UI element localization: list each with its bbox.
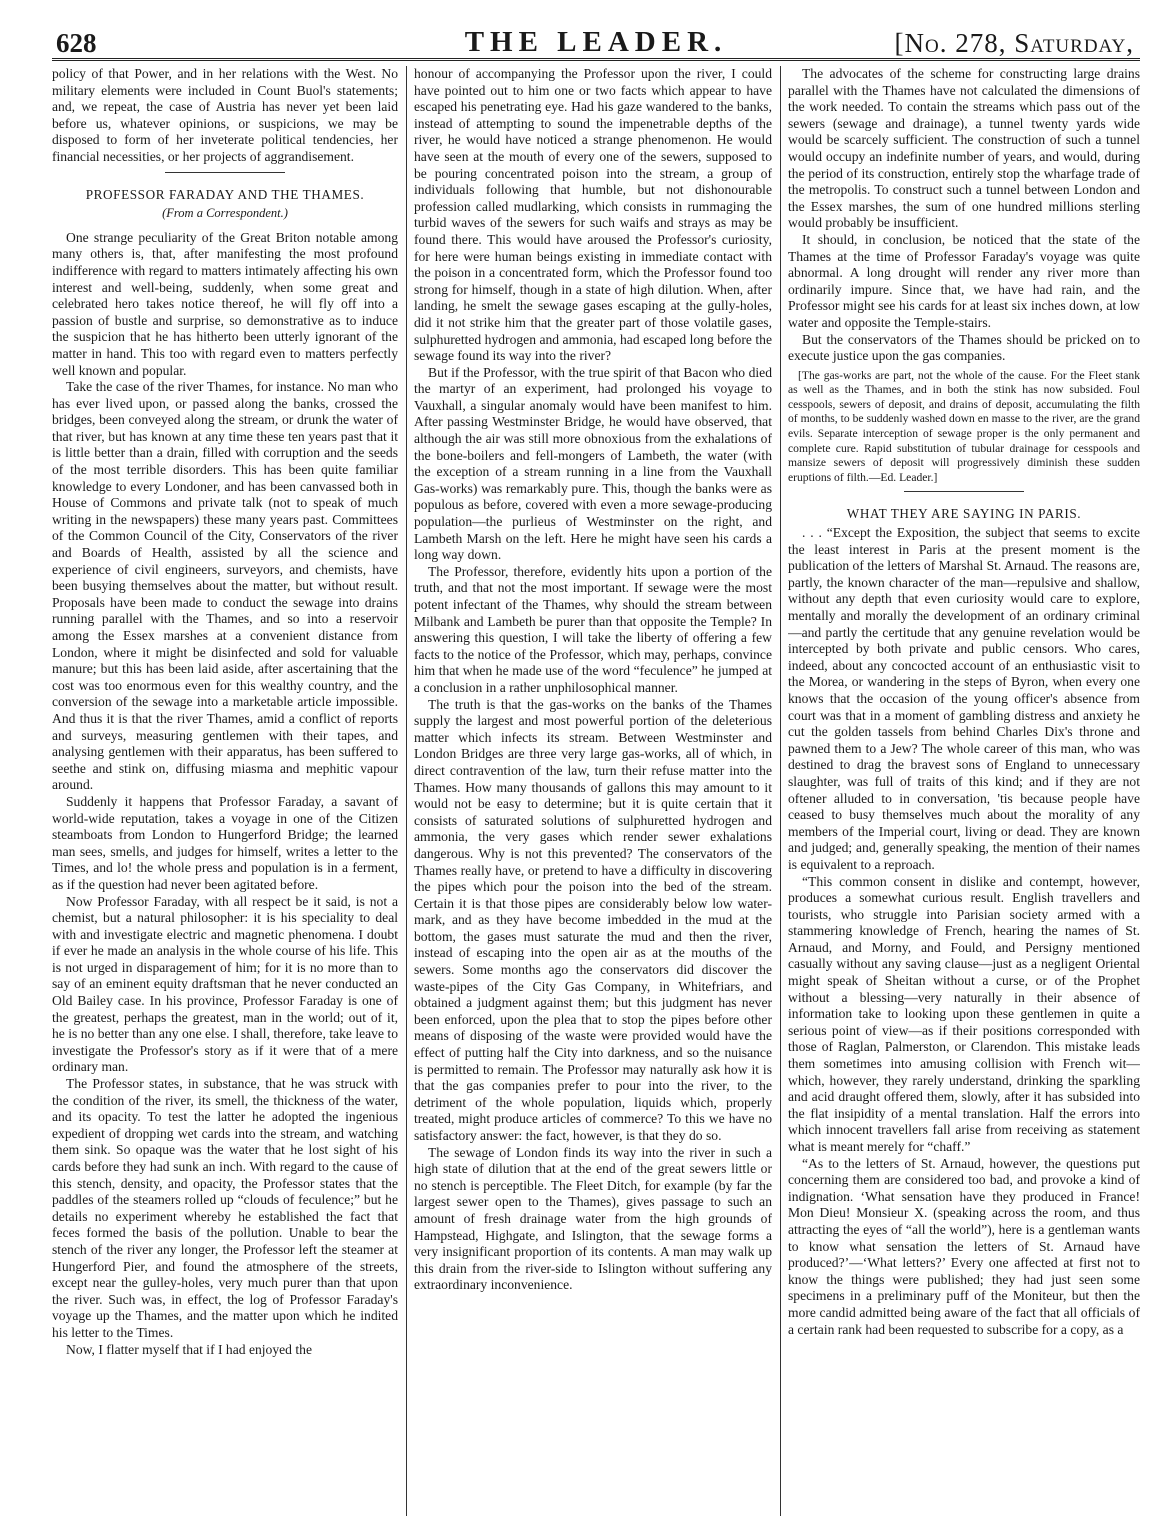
paragraph: The Professor, therefore, evidently hits upon a portion of the truth, and that not the most important. If sewage were the most potent infectant of the Thames, why should the stream between Milbank and Lambeth be purer than that opposite the Temple? In answering this question, I will take the liberty of offering a few facts to the notice of the Professor, which may, perhaps, convince him that when he made use of the word “feculence” he jumped at a conclusion in a rather unphilosophical manner. xyxy=(414,563,772,695)
paragraph: It should, in conclusion, be noticed that the state of the Thames at the time of Professor Faraday's voyage was quite abnormal. A long drought will render any river more than ordinarily impure. Since that, we have had rain, and the Professor might see his cards for at least six inches down, at low water and opposite the Temple-stairs. xyxy=(788,231,1140,330)
paragraph: “This common consent in dislike and contempt, however, produces a somewhat curious result. English travellers and tourists, who struggle into Parisian society armed with a stammering knowledge of French, hearing the names of St. Arnaud, and Morny, and Fould, and Persigny mentioned casually without any saving clause—just as a negligent Oriental might speak of Sheitan without a curse, or of the Prophet without a blessing—very naturally in their absence of information take to looking upon these gentlemen in quite a serious point of view—as if their positions corresponded with those of Raglan, Palmerston, or Clarendon. This mistake leads them sometimes into amusing collision with French wit—which, however, they rarely understand, drinking the sparkling and acid draught offered them, slowly, after it has subsided into the flat insipidity of a mental translation. Half the errors into which innocent travellers fall arise from receiving as statement what is meant merely for “chaff.” xyxy=(788,873,1140,1154)
article-subheading: (From a Correspondent.) xyxy=(162,206,288,221)
column-rule xyxy=(780,66,781,1516)
paragraph: The sewage of London finds its way into the river in such a high state of dilution that at the end of the great sewers little or no stench is perceptible. The Fleet Ditch, for example (by far the largest sewer open to the Thames), gives passage to such an amount of fresh drainage water from the high grounds of Hampstead, Highgate, and Islington, that the sewage forms a very insignificant proportion of its contents. A man may walk up this drain from the river-side to Islington without suffering any extraordinary inconvenience. xyxy=(414,1144,772,1293)
article-columns xyxy=(52,66,1140,1516)
paragraph: The truth is that the gas-works on the banks of the Thames supply the largest and most powerful portion of the deleterious matter which infects its stream. Between Westminster and London Bridges are three very large gas-works, all of which, in direct contravention of the law, turn their refuse matter into the Thames. How many thousands of gallons this may amount to it would not be easy to determine; but it is quite certain that it consists of saturated solutions of sulphuretted hydrogen and ammonia, the very gases which render sewer exhalations dangerous. Why is not this prevented? The conservators of the Thames really have, or pretend to have a difficulty in discovering the pipes which pour the poison into the bed of the stream. Certain it is that those pipes are considerably below low water-mark, and as they have become imbedded in the mud at the bottom, the gases must saturate the mud and then the river, instead of escaping into the open air as at the mouths of the sewers. Some months ago the conservators did discover the waste-pipes of the City Gas Company, in Whitefriars, and obtained a judgment against them; but this judgment has never been enforced, upon the plea that to stop the pipes before other means of disposing of the waste were provided would have the effect of putting half the City into darkness, and so the nuisance is permitted to remain. The Professor may naturally ask how it is that the gas companies prefer to pour into the river, to the detriment of the whole population, liquids which, properly treated, might produce articles of commerce? To this we have no satisfactory answer: the fact, however, is that they do so. xyxy=(414,696,772,1143)
paragraph: The advocates of the scheme for constructing large drains parallel with the Thames have not calculated the dimensions of the work needed. To contain the streams which pass out of the sewers (sewage and drainage), a tunnel twenty yards wide would be scarcely sufficient. The construction of such a tunnel would occupy an indefinite number of years, and would, during the period of its construction, entirely stop the wharfage trade of the metropolis. To construct such a tunnel between London and the Essex marshes, the sum of one hundred millions sterling would probably be insufficient. xyxy=(788,66,1140,231)
column-1 xyxy=(52,66,398,1516)
column-rule xyxy=(406,66,407,1516)
paragraph: One strange peculiarity of the Great Briton notable among many others is, that, after manifesting the most profound indifference with regard to matters intimately affecting his own interest and well-being, suddenly, when some great and celebrated hero takes notice thereof, he will fly off into a passion of bustle and surprise, so demonstrative as to induce the suspicion that he has hitherto been utterly ignorant of the matter in hand. This too with regard even to matters perfectly well known and popular. xyxy=(52,229,398,378)
paragraph: The Professor states, in substance, that he was struck with the condition of the river, its smell, the thickness of the water, and its opacity. To test the latter he adopted the ingenious expedient of dropping wet cards into the stream, and watching them sink. So opaque was the water that he lost sight of his cards before they had sunk an inch. With regard to the cause of this stench, density, and opacity, the Professor states that the paddles of the steamers rolled up “clouds of feculence;” but he details no experiment whereby he established the fact that feces formed the basis of the pollution. Unable to bear the stench of the river any longer, the Professor left the steamer at Hungerford Pier, and found the atmosphere of the streets, except near the gulley-holes, very much purer than that upon the river. Such was, in effect, the log of Professor Faraday's voyage up the Thames, and the matter upon which he indited his letter to the Times. xyxy=(52,1076,398,1340)
editor-note xyxy=(788,369,1140,486)
article-heading-faraday: PROFESSOR FARADAY AND THE THAMES. xyxy=(85,186,365,202)
page-number: 628 xyxy=(56,28,97,58)
paragraph: But the conservators of the Thames should be pricked on to execute justice upon the gas companies. xyxy=(788,331,1140,364)
paragraph: “As to the letters of St. Arnaud, however, the questions put concerning them are considered too bad, and provoke a kind of indignation. ‘What sensation have they produced in France! Mon Dieu! Monsieur X. (speaking across the room, and thus attracting the eyes of “all the world”), here is a gentleman wants to know what sensation the letters of St. Arnaud have produced?’—‘What letters?’ Every one affected at first not to know the things were published; they had just seen some specimens in a preliminary puff of the Moniteur, but then the more candid admitted being aware of the fact that all officials of a certain rank had been requested to subscribe for a copy, as a xyxy=(788,1155,1140,1337)
issue-number: [No. 278, Saturday, xyxy=(894,28,1134,58)
paragraph: Suddenly it happens that Professor Faraday, a savant of world-wide reputation, takes a voyage in one of the Citizen steamboats from London to Hungerford Bridge; the learned man sees, smells, and judges for himself, writes a letter to the Times, and lo! the whole press and population is in a ferment, as if the question had never been agitated before. xyxy=(52,793,398,892)
paragraph: Now, I flatter myself that if I had enjoyed the xyxy=(66,1341,312,1357)
paragraph: But if the Professor, with the true spirit of that Bacon who died the martyr of an experiment, had prolonged his voyage to Vauxhall, a singular anomaly would have been manifest to him. After passing Westminster Bridge, he would have observed, that although the air was still more obnoxious from the exhalations of the bone-boilers and fell-mongers of Lambeth, the water (with the exception of a stream running in a line from the Vauxhall Gas-works) was remarkably pure. This, though the banks were as populous as before, covered with even a more sewage-producing population—the purlieus of Westminster on the right, and Lambeth Marsh on the left. Here he might have seen his cards a long way down. xyxy=(414,364,772,563)
section-divider xyxy=(904,491,1024,492)
editor-note-text: [The gas-works are part, not the whole of the cause. For the Fleet stank as well as the Thames, and in both the stink has now subsided. Foul cesspools, sewers of deposit, and drains of deposit, accumulating the filth of months, to be suddenly washed down en masse to the river, are the grand evils. Separate interception of sewage proper is the only permanent and complete cure. Rapid substitution of tubular drainage for cesspools and mansize sewers of deposit will progressively diminish these sudden eruptions of filth.—Ed. Leader.] xyxy=(788,368,1140,484)
article-heading-paris: WHAT THEY ARE SAYING IN PARIS. xyxy=(846,506,1082,522)
paragraph: Now Professor Faraday, with all respect be it said, is not a chemist, but a natural philosopher: it is his speciality to deal with and investigate electric and magnetic phenomena. I doubt if ever he made an analysis in the whole course of his life. This is not urged in disparagement of him; for it is no more than to say of an eminent equity draftsman that he never conducted an Old Bailey case. In his province, Professor Faraday is one of the greatest, perhaps the greatest, man in the world; out of it, he is no better than any one else. I shall, therefore, take leave to investigate the Professor's story as if it were that of a mere ordinary man. xyxy=(52,893,398,1075)
paragraph: Take the case of the river Thames, for instance. No man who has ever lived upon, or passed along the banks, crossed the bridges, been conveyed along the stream, or drunk the water of that river, but has known at any time these ten years past that it is little better than a drain, filled with corruption and the seeds of the most terrible disorders. This has been quite familiar knowledge to every Londoner, and has been canvassed both in House of Commons and private talk (not to speak of much writing in the newspapers) these many years past. Committees of the Common Council of the City, Conservators of the river and Boards of Health, assisted by all the science and experience of civil engineers, surveyors, and chemists, have been busying themselves about the matter, but without result. Proposals have been made to conduct the sewage into drains running parallel with the Thames, and so into a reservoir among the Essex marshes at a convenient distance from London, where it might be disinfected and sold for valuable manure; but this has been laid aside, after ascertaining that the cost was too enormous even for this wealthy country, and the conversion of the sewage into a marketable article impossible. And thus it is that the river Thames, amid a conflict of reports and surveys, measuring gentlemen with their tapes, and analysing gentlemen with their apparatus, has been suffered to seethe and stink on, diffusing miasma and mephitic vapour around. xyxy=(52,379,398,793)
column-3 xyxy=(788,66,1140,1516)
intro-paragraph: policy of that Power, and in her relations with the West. No military elements were included in Count Buol's statements; and, we repeat, the case of Austria has never yet been laid before us, whatever opinions, or suspicions, we may be disposed to form of her inveterate political tendencies, her financial necessities, or her projects of aggrandisement. xyxy=(52,66,398,164)
section-divider xyxy=(165,172,285,173)
column-2 xyxy=(414,66,772,1516)
masthead xyxy=(52,16,1140,61)
newspaper-title: THE LEADER. xyxy=(464,26,728,58)
paragraph: . . . “Except the Exposition, the subject that seems to excite the least interest in Paris at the present moment is the publication of the letters of Marshal St. Arnaud. The reasons are, partly, the known character of the man—repulsive and shallow, without any depth that even curiosity would care to explore, mentally and morally the development of an ordinary criminal—and partly the certitude that any genuine revelation would be intercepted by both private and public censors. Who cares, indeed, about any concocted account of an enthusiastic visit to the Morea, or wandering in the steps of Byron, when every one knows that the occasion of the young officer's absence from court was that in a moment of gambling distress and anxiety he cut the golden tassels from behind Charles Dix's throne and pawned them to a Jew? The whole career of this man, who was destined to drag the bravest sons of England to unnecessary slaughter, was full of traits of this kind; and if they are not oftener alluded to in conversation, 'tis because people have ceased to busy themselves much about the morality of any members of the Imperial court, living or dead. They are known and judged; and, generally speaking, the mention of their names is equivalent to a reproach. xyxy=(788,525,1140,872)
paragraph: honour of accompanying the Professor upon the river, I could have pointed out to him one or two facts which appear to have escaped his penetrating eye. Had his gaze wandered to the banks, instead of attempting to sound the impenetrable depths of the river, he would have noticed a strange phenomenon. He would have seen at the mouth of every one of the sewers, supposed to be pouring concentrated poison into the stream, a group of individuals following that humble, but not dishonourable profession called mudlarking, which consists in rummaging the turbid waves of the sewers for such waifs and strays as may be found there. This would have aroused the Professor's curiosity, for here were human beings existing in immediate contact with the poison in a concentrated form, which the Professor found too strong for himself, though in a state of high dilution. When, after landing, he smelt the sewage gases escaping at the gully-holes, did it not strike him that the greater part of those volatile gases, sulphuretted hydrogen and ammonia, had escaped long before the sewage found its way into the river? xyxy=(414,66,772,364)
